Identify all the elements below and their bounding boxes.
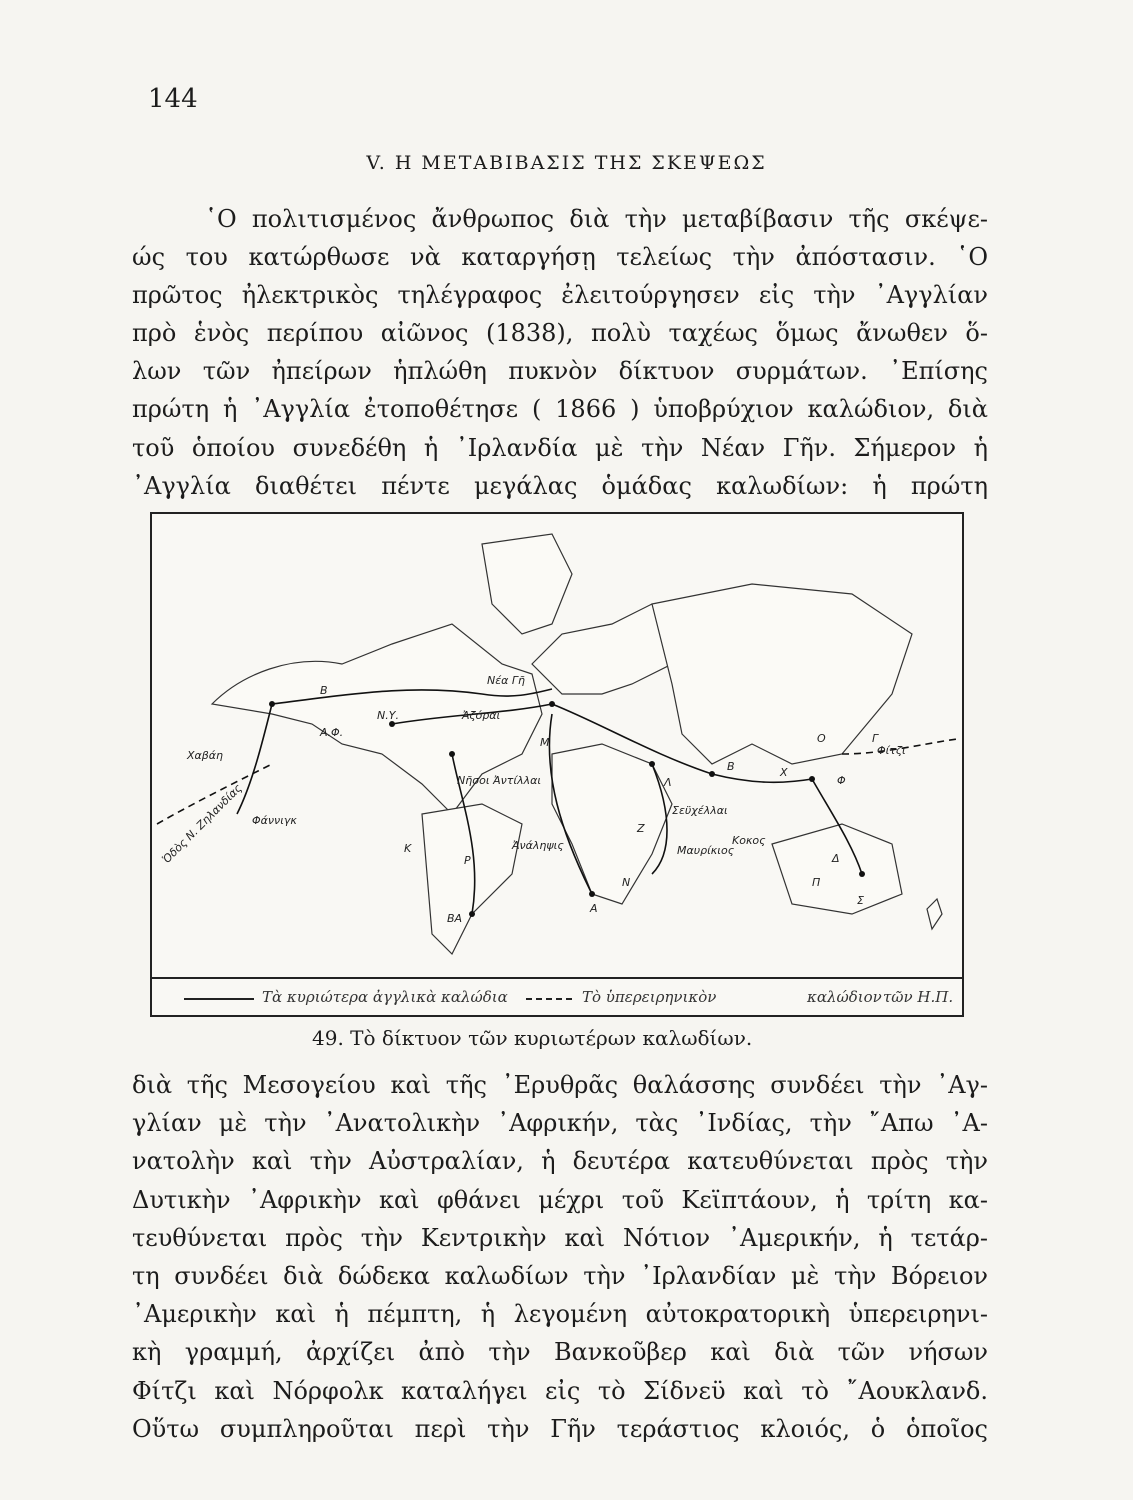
text-line: πρὸ ἑνὸς περίπου αἰῶνος (1838), πολὺ ταχέως ὅμως ἄνωθεν ὅ- (132, 319, 988, 348)
cable-station-node (709, 771, 715, 777)
chapter-title: V. Η ΜΕΤΑΒΙΒΑΣΙΣ ΤΗΣ ΣΚΕΨΕΩΣ (366, 152, 767, 174)
map-label-keeling: Κοκος (732, 834, 766, 847)
map-letter-pi: Π (812, 876, 821, 889)
map-letter-b: Β (320, 684, 328, 697)
map-letter-m: Μ (540, 736, 550, 749)
landmass-south-america (422, 804, 522, 954)
legend-imperial-cable: Τὸ ὑπερειρηνικὸν (582, 988, 717, 1006)
map-letter-n: Ν (622, 876, 631, 889)
text-line: τευθύνεται πρὸς τὴν Κεντρικὴν καὶ Νότιον ᾿Αμερικήν, ἡ τετάρ- (132, 1223, 988, 1252)
text-line: διὰ τῆς Μεσογείου καὶ τῆς ᾿Ερυθρᾶς θαλάσσης συνδέει τὴν ᾿Αγ- (132, 1071, 988, 1099)
map-label-hawaii: Χαβάη (187, 749, 224, 762)
map-label-fiji: Φίτζι (877, 744, 906, 757)
text-line: πρῶτος ἠλεκτρικὸς τηλέγραφος ἐλειτούργησεν εἰς τὴν ᾿Αγγλίαν (132, 281, 988, 310)
landmass-australia (772, 824, 902, 914)
map-letter-z: Ζ (637, 822, 645, 835)
text-line: Δυτικὴν ᾿Αφρικὴν καὶ φθάνει μέχρι τοῦ Κεϊπτάουν, ἡ τρίτη κα- (132, 1185, 988, 1214)
map-letter-x: Χ (780, 766, 788, 779)
cable-station-node (809, 776, 815, 782)
text-line: νατολὴν καὶ τὴν Αὐστραλίαν, ἡ δευτέρα κατευθύνεται πρὸς τὴν (132, 1147, 988, 1176)
map-letter-o: Ο (817, 732, 826, 745)
landmass-greenland (482, 534, 572, 634)
map-label-mauritius: Μαυρίκιος (677, 844, 735, 857)
paragraph-bottom (132, 1066, 988, 1448)
page-number: 144 (148, 84, 198, 114)
cable-station-node (649, 761, 655, 767)
text-line: κὴ γραμμή, ἀρχίζει ἀπὸ τὴν Βανκοῦβερ καὶ διὰ τῶν νήσων (132, 1338, 988, 1367)
text-line: λων τῶν ἠπείρων ἡπλώθη πυκνὸν δίκτυον συρμάτων. ᾿Επίσης (132, 357, 988, 386)
map-letter-a-cape: Α (590, 902, 598, 915)
legend-main-cables: Τὰ κυριώτερα ἀγγλικὰ καλώδια (262, 988, 508, 1006)
map-letter-ba: ΒΑ (447, 912, 463, 925)
paragraph-top (132, 200, 988, 505)
cable-map-figure (150, 512, 964, 1017)
cable-station-node (589, 891, 595, 897)
map-label-ascension: Ἀνάληψις (512, 839, 564, 852)
cable-station-node (469, 911, 475, 917)
text-line: τη συνδέει διὰ δώδεκα καλωδίων τὴν ᾿Ιρλανδίαν μὲ τὴν Βόρειον (132, 1261, 988, 1290)
map-label-fanning: Φάννιγκ (252, 814, 297, 827)
text-line: ώς του κατώρθωσε νὰ καταργήσῃ τελείως τὴν ἀπόστασιν. ῾Ο (132, 243, 988, 272)
map-letter-l: Λ (664, 776, 672, 789)
map-letter-d: Δ (832, 852, 840, 865)
legend-owner: τῶν Η.Π. (883, 988, 954, 1006)
cable-station-node (859, 871, 865, 877)
text-line: ᾿Αγγλία διαθέτει πέντε μεγάλας ὁμάδας καλωδίων: ἡ πρώτη (132, 471, 988, 500)
world-cable-map (152, 514, 962, 977)
legend-cable-word: καλώδιον (807, 988, 882, 1006)
map-label-azores: Ἀζόραι (462, 709, 501, 722)
text-line: γλίαν μὲ τὴν ᾿Ανατολικὴν ᾿Αφρικήν, τὰς ᾿Ινδίας, τὴν ῎Απω ᾿Α- (132, 1109, 988, 1138)
map-letter-g: Γ (872, 732, 879, 745)
text-line: Φίτζι καὶ Νόρφολκ καταλήγει εἰς τὸ Σίδνεϋ καὶ τὸ ῎Αουκλανδ. (132, 1376, 988, 1405)
legend-dashed-line (526, 998, 572, 1000)
legend-solid-line (184, 998, 254, 1000)
text-line: ᾿Αμερικὴν καὶ ἡ πέμπτη, ἡ λεγομένη αὐτοκρατορικὴ ὑπερειρηνι- (132, 1300, 988, 1329)
map-letter-s: Σ (857, 894, 864, 907)
cable-station-node (269, 701, 275, 707)
cable-station-node (549, 701, 555, 707)
map-legend (152, 977, 962, 1019)
text-line: πρώτη ἡ ᾿Αγγλία ἐτοποθέτησε ( 1866 ) ὑποβρύχιον καλώδιον, διὰ (132, 395, 988, 424)
cable-pacific-west (237, 704, 272, 814)
text-line: ῾Ο πολιτισμένος ἄνθρωπος διὰ τὴν μεταβίβασιν τῆς σκέψε- (205, 205, 988, 233)
map-letter-a-f: Α.Φ. (320, 726, 344, 739)
map-letter-k: Κ (404, 842, 412, 855)
text-line: τοῦ ὁποίου συνεδέθη ἡ ᾿Ιρλανδία μὲ τὴν Νέαν Γῆν. Σήμερον ἡ (132, 433, 988, 462)
map-label-nova-york: Ν.Υ. (377, 709, 399, 722)
map-label-new-land: Νέα Γῆ (487, 674, 526, 687)
map-label-route-line: Ὁδὸς Ν. Ζηλανδίας (159, 781, 245, 867)
map-label-seychelles: Σεϋχέλλαι (672, 804, 728, 817)
map-label-antilles: Νῆσοι Ἀντίλλαι (457, 774, 542, 787)
map-letter-p: Ρ (464, 854, 471, 867)
figure-caption: 49. Τὸ δίκτυον τῶν κυριωτέρων καλωδίων. (312, 1026, 753, 1050)
map-letter-b-aden: Β (727, 760, 735, 773)
cable-station-node (449, 751, 455, 757)
text-line: Οὕτω συμπληροῦται περὶ τὴν Γῆν τεράστιος κλοιός, ὁ ὁποῖος (132, 1414, 988, 1443)
landmass-new-zealand (927, 899, 942, 929)
map-letter-f: Φ (837, 774, 846, 787)
